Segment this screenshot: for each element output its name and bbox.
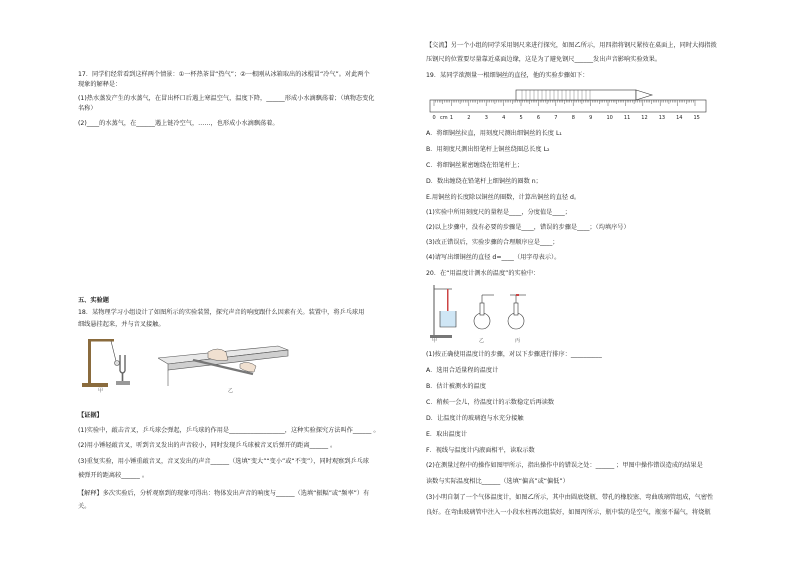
ruler-label: 10 xyxy=(606,115,613,121)
ruler-label: 5 xyxy=(519,115,523,121)
ruler-label: 8 xyxy=(571,115,575,121)
figure-label-a: 甲 xyxy=(98,388,104,394)
tuning-fork-figure xyxy=(78,333,138,391)
q20-line1: 20．在“用温度计测水的温度”的实验中： xyxy=(426,270,540,277)
ruler-figure xyxy=(426,84,716,124)
q17-line2: 现象的解释是： xyxy=(78,81,122,88)
q20-step-f: F．视线与温度计内液面相平，读取示数 xyxy=(426,447,535,454)
q17-line5: (2)____的水蒸气，在______遇上链冷空气，……，也形成小水滴飘荡着。 xyxy=(78,120,279,127)
thermo-label-c: 丙 xyxy=(515,338,521,344)
ruler-label: 12 xyxy=(641,115,648,121)
q18-line7: 被弹开的距离较______ 。 xyxy=(78,472,149,479)
q17-line4: 名称） xyxy=(78,105,97,112)
ruler-table-figure xyxy=(158,338,293,388)
q20-sub2b: 读数与实际温度相比______（选填“偏高”或“偏低”） xyxy=(426,478,569,485)
q19-sub3: (3)改正错误后，实验步骤的合理顺序应是____； xyxy=(426,239,559,246)
q20-step-e: E．取出温度计 xyxy=(426,431,468,438)
q19-sub2: (2)以上步骤中，没有必要的步骤是____，错误的步骤是____；（均填序号） xyxy=(426,224,630,231)
q17-line1: 17．同学们经常看到这样两个情景：①一杯热茶冒“热气”；②一根刚从冰箱取出的冰棍冒“冷气”。对此两个 xyxy=(78,71,370,78)
exchange-line2: 压钢尺的位置要尽量靠近桌面边缘，这是为了避免钢尺______发出声音影响实验效果。 xyxy=(426,56,662,63)
q20-step-a: A．选用合适量程的温度计 xyxy=(426,367,499,374)
ruler-label: 13 xyxy=(658,115,666,121)
ruler-label: 0 xyxy=(432,115,436,121)
q18-line4: (1)实验中，敲击音叉，乒乓球会弹起，乒乓球的作用是__________________，这种实验探究方法叫作______ 。 xyxy=(78,427,380,434)
thermometer-figures xyxy=(430,281,540,341)
q20-sub3: (3)小明自制了一个气体温度计，如图乙所示，其中由圆底烧瓶、带孔的橡胶塞、弯曲玻璃管组成，气密性 xyxy=(426,494,714,501)
ruler-label: 7 xyxy=(554,115,558,121)
ruler-unit-label: cm xyxy=(440,115,448,121)
q19-step-a: A．将细铜丝拉直，用刻度尺测出细铜丝的长度 L₁ xyxy=(426,130,562,137)
q20-sub1: (1)按正确使用温度计的步骤，对以下步骤进行排序：__________ xyxy=(426,351,602,358)
q20-sub3b: 良好。在弯曲玻璃管中注入一小段水柱再次组装好，如图丙所示，瓶中装的是空气，瓶塞不漏气，将烧瓶 xyxy=(426,509,711,516)
exchange-line1: 【交流】另一个小组的同学采用钢尺来进行探究，如图乙所示，用四指将钢尺紧按在桌面上，同时大拇指拨 xyxy=(426,42,717,49)
ruler-label: 14 xyxy=(676,115,683,121)
q18-line2: 细线悬挂起来，并与音叉接触。 xyxy=(78,321,165,328)
figure-label-b: 乙 xyxy=(228,388,234,394)
q18-evidence: 【证据】 xyxy=(78,412,103,419)
q19-step-b: B．用刻度尺测出铅笔杆上铜丝绕圈总长度 L₂ xyxy=(426,146,550,153)
thermo-label-a: 甲 xyxy=(432,338,438,344)
q20-step-d: D．让温度计的玻璃泡与水充分接触 xyxy=(426,415,524,422)
q17-line3: (1)热水蒸发产生的水蒸气，在冒出杯口后遇上寒温空气，温度下降，______形成小水滴飘荡着；（填物态变化 xyxy=(78,95,375,102)
ruler-label: 3 xyxy=(484,115,488,121)
q19-step-e: E.用铜丝的长度除以铜丝的圈数，计算出铜丝的直径 d。 xyxy=(426,194,581,201)
q20-sub2: (2)在测量过程中的操作如图甲所示，指出操作中的错误之处：______ ；甲图中操作错误造成的结果是 xyxy=(426,462,703,469)
q18-line8: 【解释】多次实验后，分析观察到的现象可得出：物体发出声音的响度与______（选填“振幅”或“频率”）有 xyxy=(78,490,370,497)
q19-line1: 19．某同学欲测量一根细铜丝的直径，他的实验步骤如下： xyxy=(426,72,589,79)
q19-step-d: D．数出缠绕在铅笔杆上细铜丝的圈数 n； xyxy=(426,178,542,185)
q18-line6: (3)重复实验，用小锤重敲音叉，音叉发出的声音______（选填“变大”“变小”或“不变”），同时观察到乒乓球 xyxy=(78,458,369,465)
ruler-label: 2 xyxy=(467,115,471,121)
q19-sub1: (1)实验中所用刻度尺的量程是____，分度值是____； xyxy=(426,209,571,216)
thermo-label-b: 乙 xyxy=(479,338,485,344)
q18-line5: (2)用小锤轻敲音叉，听到音叉发出的声音较小，同时发现乒乓球被音叉后弹开的距离______ 。 xyxy=(78,442,337,449)
q19-sub4: (4)请写出细铜丝的直径 d=____（用字母表示）。 xyxy=(426,254,561,261)
ruler-label: 11 xyxy=(623,115,631,121)
ruler-label: 4 xyxy=(502,115,506,121)
ruler-label: 15 xyxy=(693,115,700,121)
section-heading: 五、实验题 xyxy=(78,297,109,304)
ruler-label: 6 xyxy=(536,115,541,121)
ruler-label: 9 xyxy=(589,115,593,121)
ruler-label: 1 xyxy=(449,115,454,121)
q18-line9: 关。 xyxy=(78,503,91,510)
q18-line1: 18．某物理学习小组设计了如图所示的实验装置，探究声音的响度跟什么因素有关。装置中，将乒乓球用 xyxy=(78,309,365,316)
q19-step-c: C．将细铜丝紧密缠绕在铅笔杆上； xyxy=(426,162,524,169)
q20-step-c: C．稍候一会儿，待温度计的示数稳定后再读数 xyxy=(426,399,555,406)
q20-step-b: B．估计被测水的温度 xyxy=(426,383,486,390)
